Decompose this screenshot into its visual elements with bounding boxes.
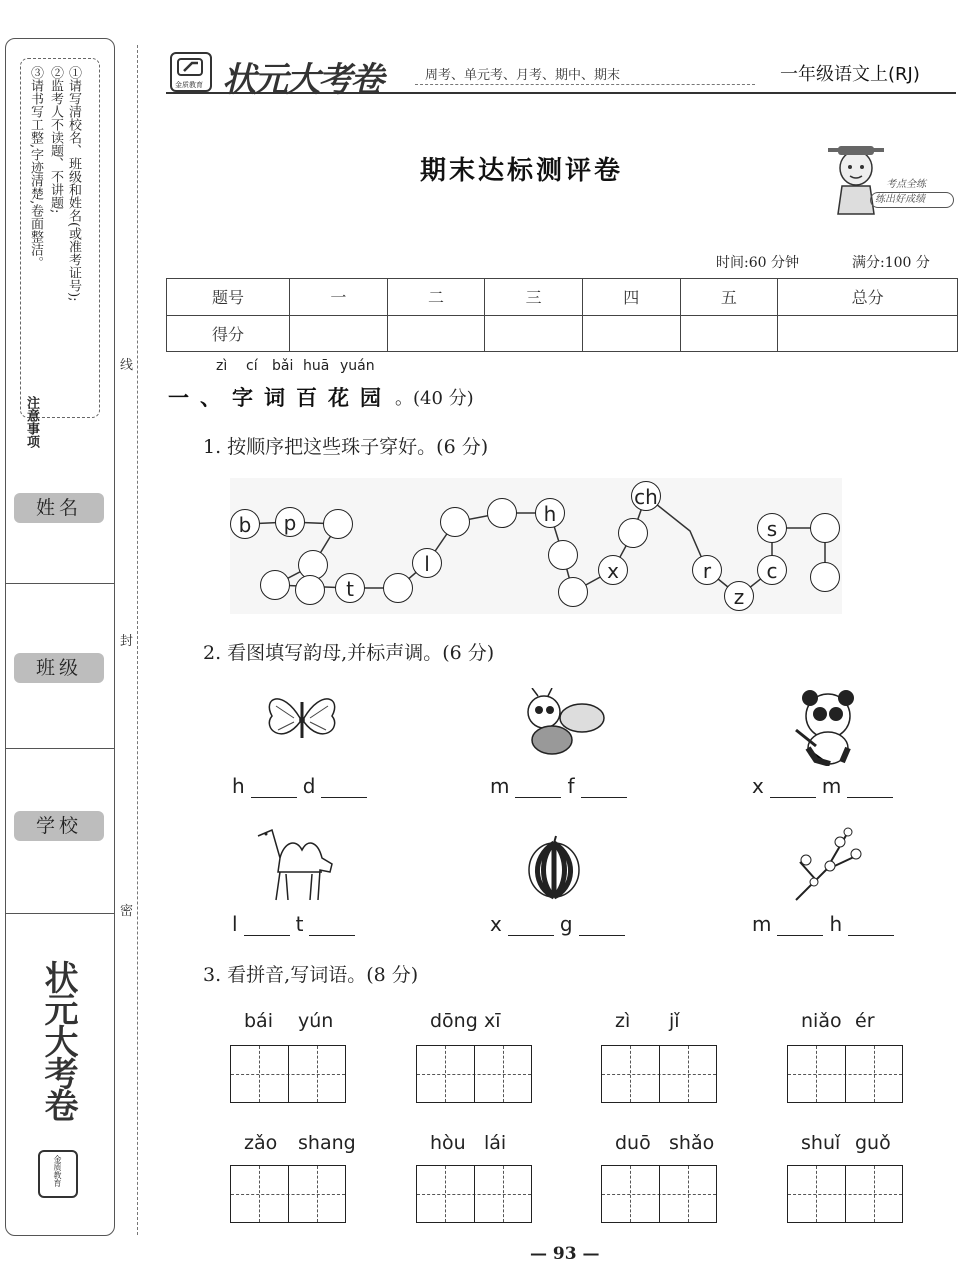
fill-item-5 xyxy=(490,912,631,936)
score-table-cell: 一 xyxy=(290,279,388,316)
writing-grid[interactable] xyxy=(601,1045,717,1103)
fill-item-6 xyxy=(752,912,900,936)
initial-letter: m xyxy=(490,774,510,798)
answer-blank[interactable] xyxy=(244,917,290,936)
pinyin: zì xyxy=(216,358,228,374)
answer-blank[interactable] xyxy=(581,779,627,798)
butterfly-icon xyxy=(262,688,342,748)
answer-blank[interactable] xyxy=(321,779,367,798)
grade-label: 一年级语文上(RJ) xyxy=(780,64,920,85)
bead-empty[interactable] xyxy=(295,575,325,605)
initial-letter: g xyxy=(559,912,573,936)
binding-separator xyxy=(5,913,115,914)
header-publisher: 金质教育 xyxy=(175,81,203,89)
bead-x: x xyxy=(598,555,628,585)
note-2: ②监考人不读题、不讲题; xyxy=(48,66,63,214)
question-3-prompt: 3. 看拼音,写词语。(8 分) xyxy=(203,964,419,986)
pinyin: huā xyxy=(303,358,330,374)
question-2-prompt: 2. 看图填写韵母,并标声调。(6 分) xyxy=(203,642,495,664)
bead-ch: ch xyxy=(631,481,661,511)
panda-icon xyxy=(786,688,866,766)
header-tagline: 周考、单元考、月考、期中、期末 xyxy=(425,68,621,83)
section-title: 一、字词百花园 xyxy=(168,385,392,410)
bead-empty[interactable] xyxy=(810,562,840,592)
page-title: 期末达标测评卷 xyxy=(420,156,624,186)
cut-line-char: 线 xyxy=(120,358,134,373)
score-table-cell: 题号 xyxy=(167,279,290,316)
bead-empty[interactable] xyxy=(440,507,470,537)
notes-heading: 注意事项 xyxy=(24,396,39,448)
score-table-cell: 总分 xyxy=(778,279,958,316)
writing-grid[interactable] xyxy=(787,1045,903,1103)
pinyin: ér xyxy=(855,1010,875,1032)
school-label: 学校 xyxy=(14,811,104,841)
score-table-cell: 三 xyxy=(485,279,583,316)
bead-empty[interactable] xyxy=(323,509,353,539)
fill-item-3 xyxy=(752,774,899,798)
camel-icon xyxy=(252,824,338,904)
binding-brand: 状元大考卷 xyxy=(38,960,78,1120)
binding-publisher: 金质教育 xyxy=(53,1155,62,1187)
bead-empty[interactable] xyxy=(260,570,290,600)
initial-letter: m xyxy=(752,912,772,936)
initial-letter: l xyxy=(232,912,238,936)
bead-empty[interactable] xyxy=(383,573,413,603)
writing-grid[interactable] xyxy=(601,1165,717,1223)
header-brand: 状元大考卷 xyxy=(222,60,382,100)
pinyin: guǒ xyxy=(855,1132,891,1154)
pinyin: jǐ xyxy=(669,1010,680,1032)
writing-grid[interactable] xyxy=(230,1165,346,1223)
watermelon-icon xyxy=(526,832,582,900)
class-label: 班级 xyxy=(14,653,104,683)
bead-empty[interactable] xyxy=(487,498,517,528)
binding-separator xyxy=(5,748,115,749)
pinyin: shuǐ xyxy=(801,1132,841,1154)
pinyin: shǎo xyxy=(669,1132,715,1154)
pinyin: cí xyxy=(246,358,258,374)
binding-logo xyxy=(38,1150,78,1198)
answer-blank[interactable] xyxy=(770,779,816,798)
answer-blank[interactable] xyxy=(848,917,894,936)
bead-empty[interactable] xyxy=(810,513,840,543)
pinyin: bái xyxy=(244,1010,273,1032)
question-1-prompt: 1. 按顺序把这些珠子穿好。(6 分) xyxy=(203,436,489,458)
name-label: 姓名 xyxy=(14,493,104,523)
answer-blank[interactable] xyxy=(508,917,554,936)
answer-blank[interactable] xyxy=(579,917,625,936)
answer-blank[interactable] xyxy=(777,917,823,936)
pinyin: yún xyxy=(298,1010,334,1032)
bead-empty[interactable] xyxy=(618,518,648,548)
mascot-slogan-line: 练出好成绩 xyxy=(870,192,954,208)
initial-letter: t xyxy=(295,912,304,936)
bee-icon xyxy=(512,688,608,764)
section-score: 。(40 分) xyxy=(395,388,474,409)
pinyin: shang xyxy=(298,1132,356,1154)
bead-z: z xyxy=(724,581,754,611)
pinyin: dōng xyxy=(430,1010,478,1032)
initial-letter: x xyxy=(490,912,502,936)
score-table-cell: 五 xyxy=(680,279,778,316)
bead-b: b xyxy=(230,509,260,539)
fill-item-1 xyxy=(232,774,373,798)
pinyin: zǎo xyxy=(244,1132,278,1154)
mascot-slogan-line: 考点全练 xyxy=(886,179,926,190)
pinyin: bǎi xyxy=(272,358,294,374)
initial-letter: h xyxy=(829,912,843,936)
answer-blank[interactable] xyxy=(515,779,561,798)
bead-s: s xyxy=(757,513,787,543)
answer-blank[interactable] xyxy=(251,779,297,798)
initial-letter: d xyxy=(302,774,316,798)
initial-letter: m xyxy=(821,774,842,798)
pinyin: duō xyxy=(615,1132,651,1154)
full-score: 满分:100 分 xyxy=(852,255,930,271)
pinyin: xī xyxy=(484,1010,501,1032)
plum-blossom-icon xyxy=(786,826,866,904)
initial-letter: x xyxy=(752,774,764,798)
pinyin: zì xyxy=(615,1010,631,1032)
cut-line-char: 密 xyxy=(120,904,134,919)
bead-c: c xyxy=(757,555,787,585)
bead-l: l xyxy=(412,548,442,578)
score-table-cell: 四 xyxy=(582,279,680,316)
bead-empty[interactable] xyxy=(558,577,588,607)
writing-grid[interactable] xyxy=(416,1165,532,1223)
writing-grid[interactable] xyxy=(416,1045,532,1103)
cut-line-char: 封 xyxy=(120,634,134,649)
initial-letter: h xyxy=(232,774,245,798)
initial-letter: f xyxy=(567,774,575,798)
bead-empty[interactable] xyxy=(548,540,578,570)
writing-grid[interactable] xyxy=(230,1045,346,1103)
bead-r: r xyxy=(692,555,722,585)
score-row-label: 得分 xyxy=(167,315,290,352)
writing-grid[interactable] xyxy=(787,1165,903,1223)
exam-time: 时间:60 分钟 xyxy=(716,255,799,271)
bead-h: h xyxy=(535,498,565,528)
fill-item-4 xyxy=(232,912,361,936)
pinyin: niǎo xyxy=(801,1010,842,1032)
pinyin: yuán xyxy=(340,358,375,374)
page-number: — 93 — xyxy=(530,1244,600,1264)
note-3: ③请书写工整,字迹清楚,卷面整洁。 xyxy=(28,66,43,270)
score-table-cell: 二 xyxy=(387,279,485,316)
pinyin: lái xyxy=(484,1132,507,1154)
note-1: ①请写清校名、班级和姓名(或准考证号); xyxy=(66,66,81,302)
pinyin: hòu xyxy=(430,1132,466,1154)
answer-blank[interactable] xyxy=(847,779,893,798)
bead-t: t xyxy=(335,573,365,603)
bead-p: p xyxy=(275,507,305,537)
answer-blank[interactable] xyxy=(309,917,355,936)
fill-item-2 xyxy=(490,774,633,798)
